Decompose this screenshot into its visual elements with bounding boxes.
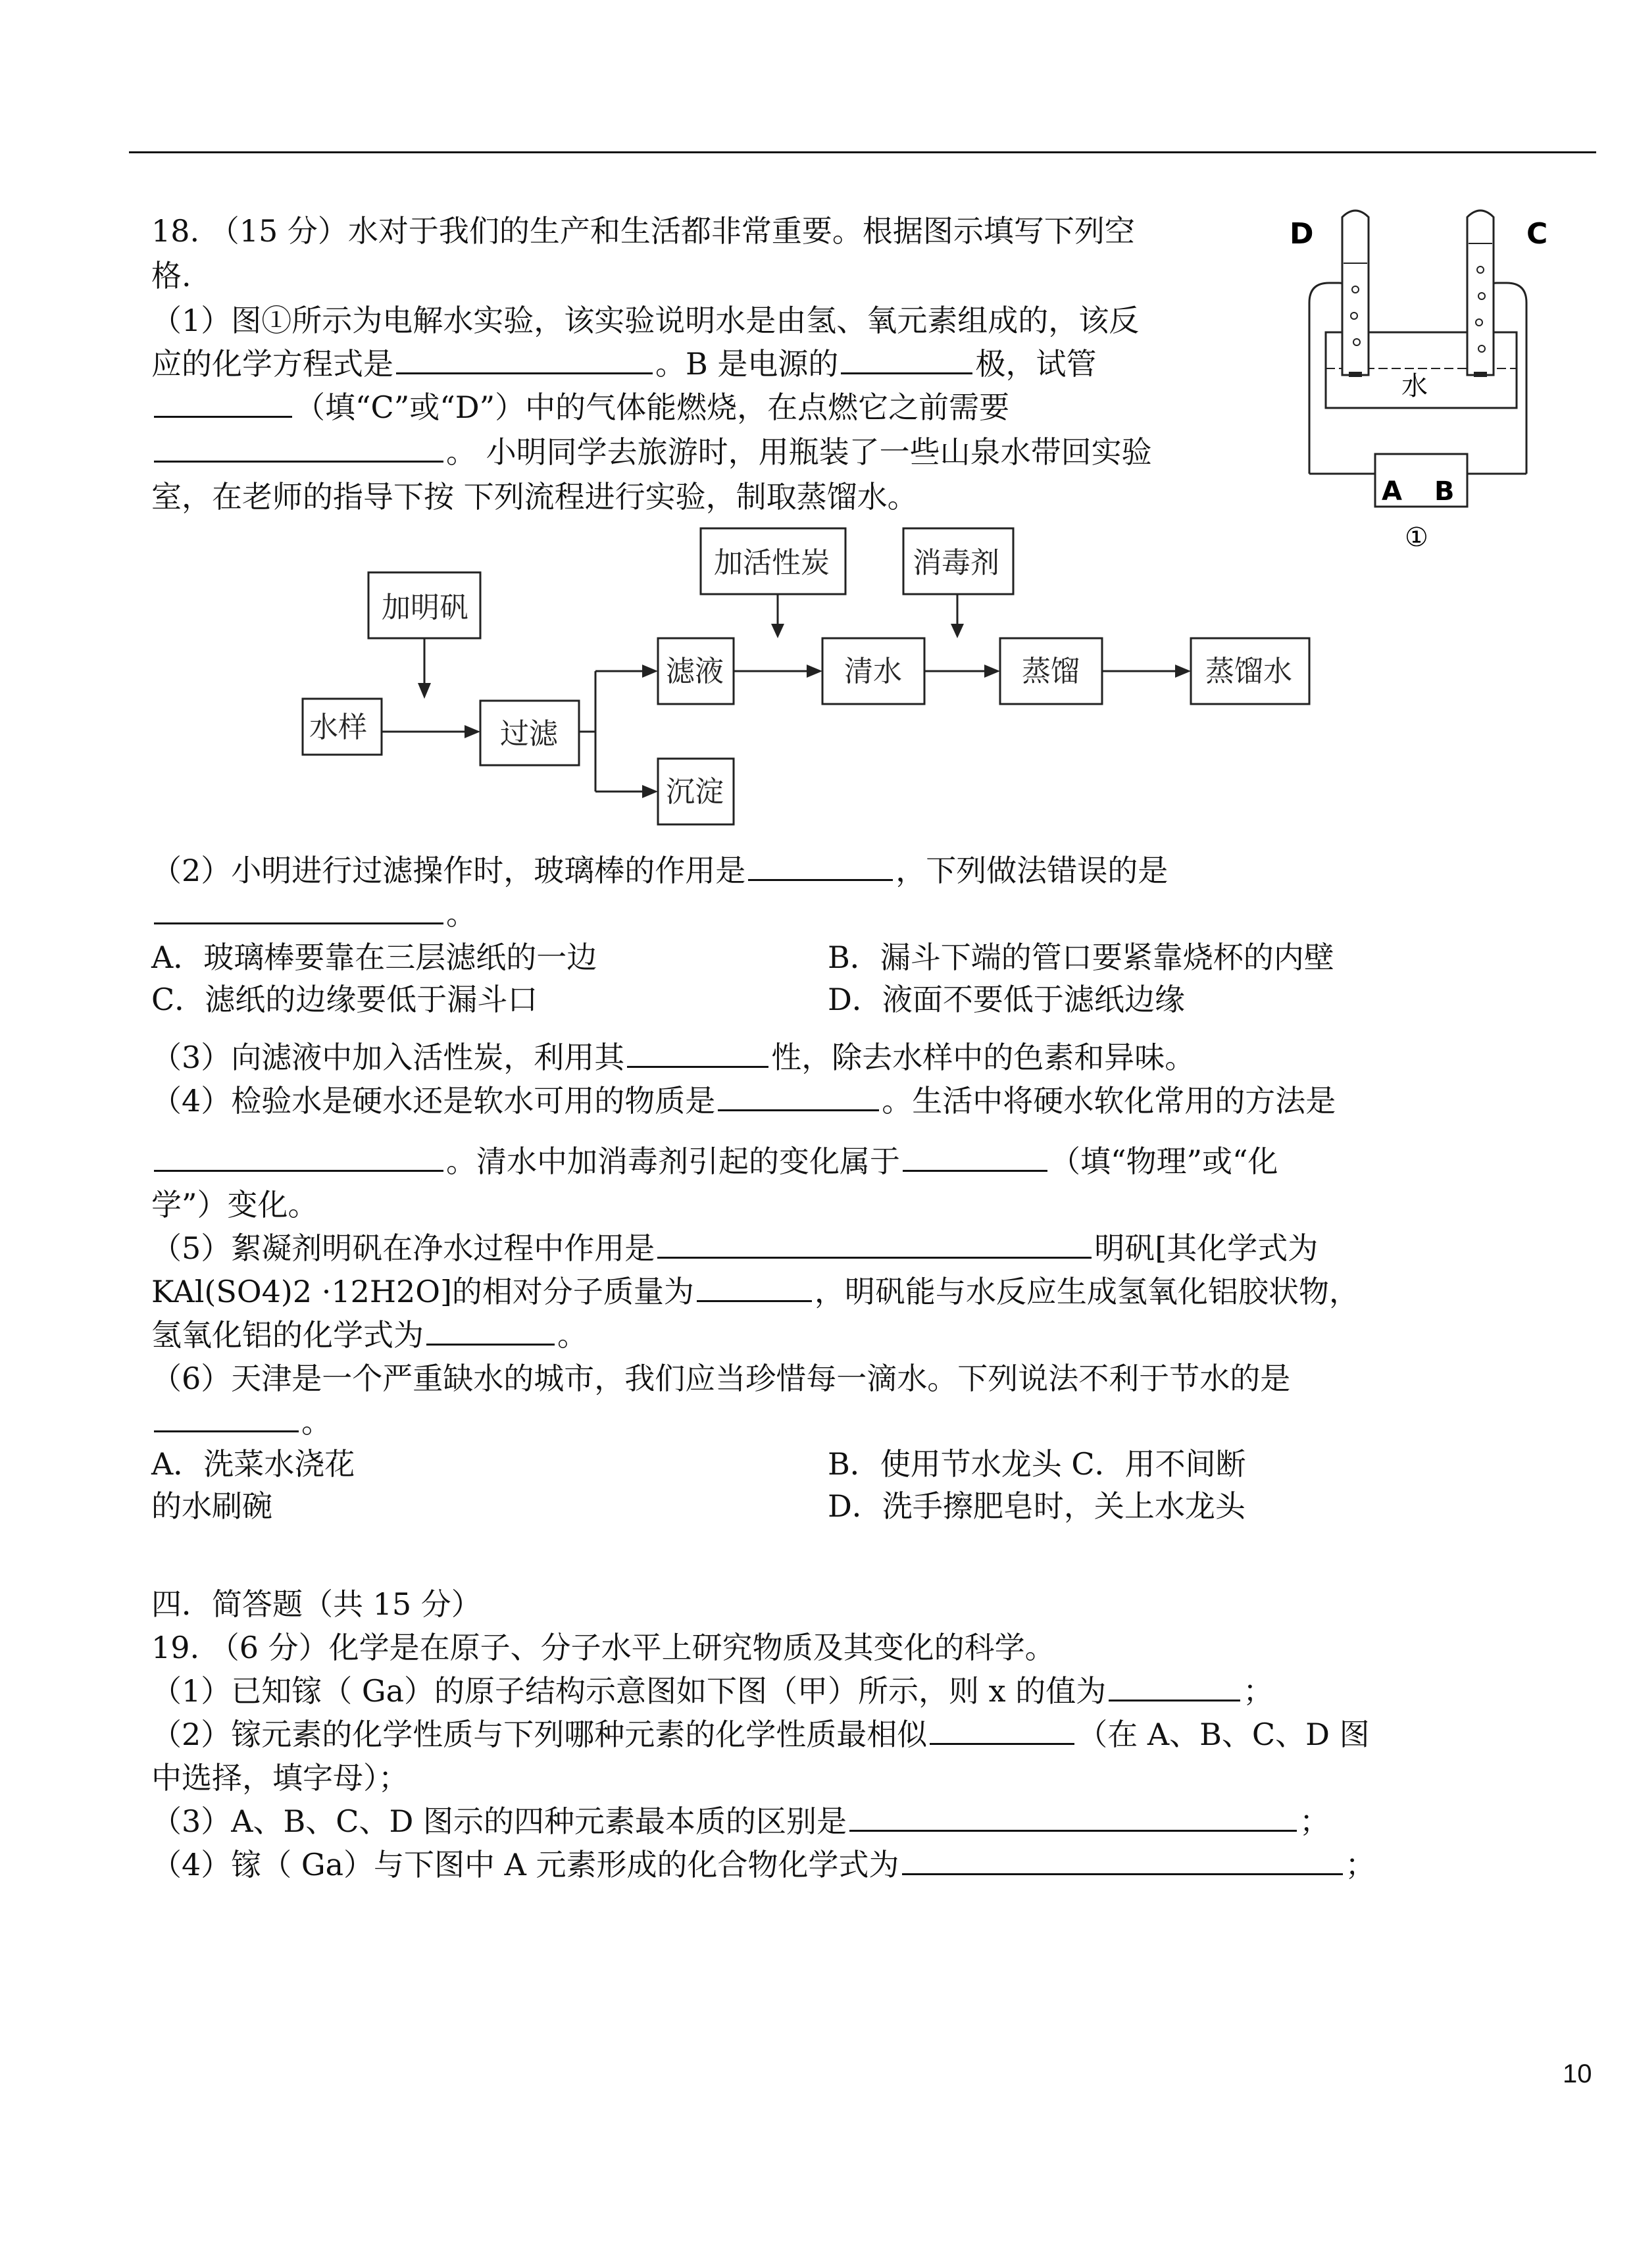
- q18-l5: （填“C”或“D”）中的气体能燃烧，在点燃它之前需要: [295, 390, 1010, 425]
- electrode-blank[interactable]: [841, 342, 972, 374]
- section-4-heading: 四．简答题（共 15 分）: [151, 1586, 482, 1622]
- p3-a: （3）向滤液中加入活性炭，利用其: [151, 1040, 625, 1075]
- purification-flowchart: [289, 520, 1316, 836]
- q19-l5b: ；: [1299, 1803, 1330, 1839]
- p3-b: 性，除去水样中的色素和异味。: [771, 1040, 1195, 1075]
- p6-line-2: [151, 1400, 332, 1444]
- p5-b: 明矾[其化学式为: [1094, 1230, 1319, 1266]
- q19-l2a: （1）已知镓（ Ga）的原子结构示意图如下图（甲）所示，则 x 的值为: [151, 1673, 1107, 1709]
- aluminium-hydroxide-blank[interactable]: [426, 1313, 555, 1346]
- softening-method-blank[interactable]: [154, 1140, 443, 1172]
- glass-rod-blank[interactable]: [748, 849, 893, 881]
- carbon-property-blank[interactable]: [627, 1036, 768, 1068]
- page-number: 10: [1563, 2059, 1592, 2088]
- arrowhead: [642, 785, 658, 798]
- label-c: C: [1526, 217, 1548, 251]
- change-type-blank[interactable]: [903, 1140, 1047, 1172]
- equation-blank[interactable]: [396, 342, 653, 374]
- arrowhead: [418, 683, 431, 699]
- p6-option-a: A．洗菜水浇花: [151, 1446, 355, 1482]
- q19-line-6: [151, 1843, 1376, 1886]
- electrode-c: [1474, 372, 1487, 377]
- q18-l4c: 极，试管: [975, 346, 1097, 382]
- p6-option-b-c: B．使用节水龙头 C．用不间断: [828, 1446, 1246, 1482]
- header-rule: [129, 151, 1596, 153]
- arrowhead: [984, 665, 1000, 678]
- p2-option-d: D．液面不要低于滤纸边缘: [828, 982, 1185, 1017]
- q18-l4b: 。B 是电源的: [655, 346, 839, 382]
- text-alum: 加明矾: [382, 591, 468, 624]
- label-d: D: [1290, 217, 1314, 251]
- text-filtrate: 滤液: [666, 655, 724, 688]
- text-sediment: 沉淀: [666, 775, 724, 809]
- text-disinfectant: 消毒剂: [913, 546, 999, 580]
- compound-formula-blank[interactable]: [902, 1843, 1343, 1875]
- q18-l6: 。 小明同学去旅游时，用瓶装了一些山泉水带回实验: [446, 434, 1152, 470]
- q18-line-4: [151, 342, 1096, 386]
- label-water: 水: [1401, 371, 1428, 401]
- p3-line: [151, 1036, 1195, 1079]
- p2-option-a: A．玻璃棒要靠在三层滤纸的一边: [151, 940, 597, 975]
- p5-d: ，明矾能与水反应生成氢氧化铝胶状物，: [814, 1274, 1359, 1309]
- p4-line-2: [151, 1140, 1278, 1183]
- p5-c: KAl(SO4)2 ·12H2O]的相对分子质量为: [151, 1274, 694, 1309]
- p2-line-2: [151, 892, 476, 936]
- p6-option-a-cont: 的水刷碗: [151, 1488, 272, 1524]
- p6-b: 。: [301, 1404, 332, 1440]
- q19-l6a: （4）镓（ Ga）与下图中 A 元素形成的化合物化学式为: [151, 1847, 899, 1882]
- p4-c: 。清水中加消毒剂引起的变化属于: [446, 1144, 900, 1179]
- p4-d: （填“物理”或“化: [1050, 1144, 1278, 1179]
- p6-line-1: （6）天津是一个严重缺水的城市，我们应当珍惜每一滴水。下列说法不利于节水的是: [151, 1361, 1291, 1396]
- arrowhead: [807, 665, 822, 678]
- text-distilled-water: 蒸馏水: [1205, 655, 1292, 688]
- figure-caption: ①: [1405, 522, 1428, 553]
- q18-line-7: 室，在老师的指导下按 下列流程进行实验，制取蒸馏水。: [151, 479, 918, 515]
- arrowhead: [951, 624, 964, 638]
- arrowhead: [1175, 665, 1191, 678]
- p5-line-1: [151, 1226, 1318, 1270]
- p2-l2: 。: [446, 896, 476, 932]
- arrowhead: [771, 624, 784, 638]
- wrong-practice-blank[interactable]: [154, 892, 443, 924]
- p5-e: 氢氧化铝的化学式为: [151, 1317, 424, 1353]
- p2-option-b: B．漏斗下端的管口要紧靠烧杯的内壁: [828, 940, 1334, 975]
- electrode-d: [1349, 372, 1362, 377]
- q19-l3b: （在 A、B、C、D 图: [1077, 1717, 1370, 1752]
- x-value-blank[interactable]: [1109, 1669, 1240, 1701]
- p6-option-d: D．洗手擦肥皂时，关上水龙头: [828, 1488, 1245, 1524]
- q19-l3a: （2）镓元素的化学性质与下列哪种元素的化学性质最相似: [151, 1717, 928, 1752]
- arrowhead: [465, 725, 480, 738]
- before-ignite-blank[interactable]: [154, 430, 443, 463]
- p4-line-1: [151, 1079, 1336, 1122]
- q19-l6b: ；: [1345, 1847, 1376, 1882]
- label-b: B: [1434, 476, 1455, 507]
- text-carbon: 加活性炭: [714, 546, 830, 580]
- p5-a: （5）絮凝剂明矾在净水过程中作用是: [151, 1230, 655, 1266]
- p4-line-3: 学”）变化。: [151, 1187, 318, 1222]
- q19-line-4: 中选择，填字母）；: [151, 1760, 409, 1796]
- p4-b: 。生活中将硬水软化常用的方法是: [882, 1083, 1336, 1119]
- q18-l4a: 应的化学方程式是: [151, 346, 393, 382]
- q19-line-3: [151, 1713, 1370, 1756]
- p2-line-1: [151, 849, 1168, 892]
- p2-option-c: C．滤纸的边缘要低于漏斗口: [151, 982, 538, 1017]
- q18-line-1: 18. （15 分）水对于我们的生产和生活都非常重要。根据图示填写下列空: [151, 213, 1135, 249]
- p5-f: 。: [557, 1317, 588, 1353]
- molar-mass-blank[interactable]: [697, 1270, 812, 1302]
- p5-line-2: [151, 1270, 1359, 1313]
- q19-line-2: [151, 1669, 1273, 1713]
- label-a: A: [1382, 476, 1402, 507]
- p4-a: （4）检验水是硬水还是软水可用的物质是: [151, 1083, 716, 1119]
- q18-line-2: 格.: [151, 258, 191, 293]
- q18-line-6: [151, 430, 1152, 474]
- q19-l2b: ；: [1243, 1673, 1274, 1709]
- q19-l5a: （3）A、B、C、D 图示的四种元素最本质的区别是: [151, 1803, 847, 1839]
- text-distill: 蒸馏: [1022, 655, 1080, 688]
- electrolysis-apparatus-figure: [1276, 204, 1559, 559]
- q18-line-3: （1）图①所示为电解水实验，该实验说明水是由氢、氧元素组成的，该反: [151, 303, 1140, 338]
- p2-l1a: （2）小明进行过滤操作时，玻璃棒的作用是: [151, 853, 746, 888]
- arrowhead: [642, 665, 658, 678]
- text-filter: 过滤: [500, 717, 558, 751]
- p2-l1b: ，下列做法错误的是: [895, 853, 1169, 888]
- q19-line-1: 19. （6 分）化学是在原子、分子水平上研究物质及其变化的科学。: [151, 1630, 1055, 1665]
- alum-role-blank[interactable]: [657, 1226, 1092, 1259]
- text-water-sample: 水样: [309, 711, 367, 744]
- hard-water-test-blank[interactable]: [718, 1079, 879, 1111]
- similar-element-blank[interactable]: [930, 1713, 1074, 1745]
- p5-line-3: [151, 1313, 588, 1357]
- tube-blank[interactable]: [154, 386, 292, 418]
- essential-difference-blank[interactable]: [849, 1800, 1297, 1832]
- water-saving-blank[interactable]: [154, 1400, 299, 1432]
- text-clear-water: 清水: [844, 655, 902, 688]
- q19-line-5: [151, 1800, 1330, 1843]
- q18-line-5: [151, 386, 1009, 429]
